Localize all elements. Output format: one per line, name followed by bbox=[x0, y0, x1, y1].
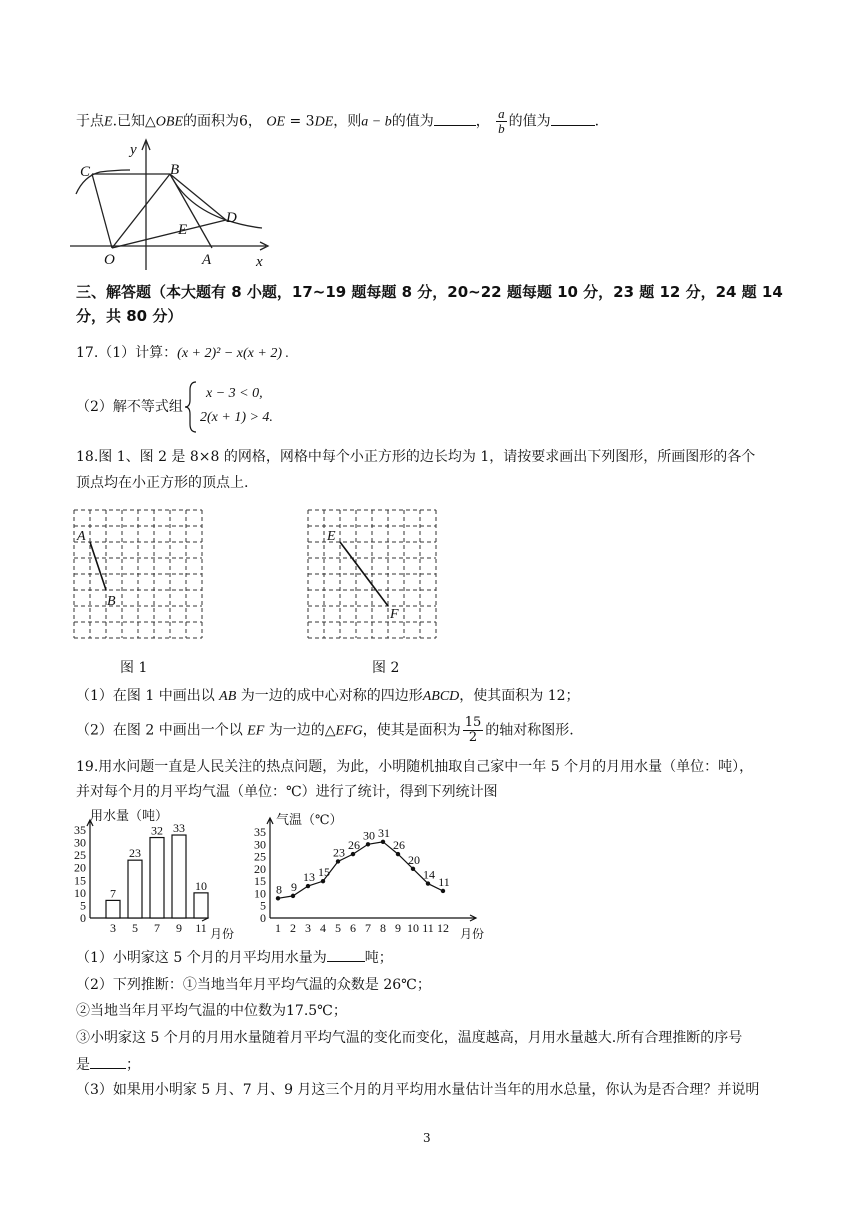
text: 的值为 bbox=[508, 113, 551, 130]
grid-figure-2[interactable] bbox=[306, 508, 440, 642]
bar-x-tick-label: 9 bbox=[176, 921, 182, 935]
answer-blank[interactable] bbox=[327, 947, 365, 962]
q18-sub1: （1）在图 1 中画出以 AB 为一边的成中心对称的四边形ABCD，使其面积为 12； bbox=[76, 688, 580, 704]
data-point bbox=[366, 842, 370, 846]
q18-line2: 顶点均在小正方形的顶点上. bbox=[76, 475, 249, 491]
data-point bbox=[336, 859, 340, 863]
bar-y-tick-label: 25 bbox=[74, 848, 86, 863]
data-point bbox=[441, 889, 445, 893]
label-b: B bbox=[107, 594, 116, 609]
fraction-a-over-b: $\frac{a}{b}$ bbox=[498, 106, 505, 136]
label-x: x bbox=[256, 254, 263, 270]
figure-1-caption: 图 1 bbox=[120, 660, 148, 676]
line-x-tick-label: 2 bbox=[290, 921, 296, 935]
segment-ab bbox=[90, 542, 106, 590]
bar-data-label: 33 bbox=[173, 821, 185, 836]
var-ef: EF bbox=[247, 723, 265, 739]
label-e: E bbox=[327, 529, 336, 544]
inequality-2: 2(x + 1) > 4. bbox=[200, 410, 273, 425]
temperature-line-chart bbox=[248, 804, 493, 944]
q18-sub2: （2）在图 2 中画出一个以 EF 为一边的△EFG，使其是面积为 $\frac{15}{2}$ 的轴对称图形. bbox=[76, 715, 574, 745]
data-point bbox=[351, 852, 355, 856]
line-chart-xlabel: 月份 bbox=[460, 927, 485, 941]
data-point bbox=[426, 881, 430, 885]
grid-figure-1[interactable] bbox=[72, 508, 206, 642]
point-data-label: 20 bbox=[408, 852, 420, 867]
answer-blank[interactable] bbox=[551, 111, 595, 126]
data-point bbox=[321, 879, 325, 883]
line-x-tick-label: 6 bbox=[350, 921, 356, 935]
line-y-tick-label: 5 bbox=[260, 898, 266, 913]
point-data-label: 26 bbox=[393, 838, 405, 853]
data-point bbox=[411, 867, 415, 871]
point-data-label: 11 bbox=[438, 874, 450, 889]
label-e: E bbox=[178, 222, 188, 238]
line-x-tick-label: 3 bbox=[305, 921, 311, 935]
bar-chart-ylabel: 用水量（吨） bbox=[90, 808, 169, 823]
bar-y-tick-label: 35 bbox=[74, 823, 86, 837]
line-x-tick-label: 5 bbox=[335, 921, 341, 935]
var-oe: OE bbox=[266, 114, 286, 130]
line-y-tick-label: 25 bbox=[254, 849, 266, 864]
bar-y-tick-label: 30 bbox=[74, 835, 86, 850]
bar bbox=[128, 860, 142, 918]
var-obe: OBE bbox=[155, 114, 183, 130]
point-data-label: 15 bbox=[318, 865, 330, 880]
line-y-tick-label: 20 bbox=[254, 861, 266, 876]
q19-sub1: （1）小明家这 5 个月的月平均用水量为 吨； bbox=[76, 947, 393, 968]
point-data-label: 23 bbox=[333, 845, 345, 860]
point-data-label: 30 bbox=[363, 828, 375, 843]
var-efg: EFG bbox=[335, 723, 363, 739]
q19-sub3: （3）如果用小明家 5 月、7 月、9 月这三个月的月平均用水量估计当年的用水总量，你认为是否合理？并说明 bbox=[76, 1082, 760, 1098]
line-x-tick-label: 7 bbox=[365, 921, 371, 935]
bar-chart-xlabel: 月份 bbox=[210, 927, 235, 941]
var-abcd: ABCD bbox=[422, 689, 460, 704]
curve-right bbox=[170, 174, 262, 228]
water-usage-bar-chart bbox=[60, 804, 240, 944]
bar-data-label: 32 bbox=[151, 823, 163, 838]
bar-data-label: 7 bbox=[110, 886, 116, 901]
var-ab: AB bbox=[219, 689, 237, 704]
line-y-tick-label: 15 bbox=[254, 874, 266, 889]
bar-y-tick-label: 10 bbox=[74, 885, 86, 900]
data-point bbox=[381, 840, 385, 844]
text: ， bbox=[475, 113, 490, 130]
q19-sub2-d: 是 ； bbox=[76, 1054, 140, 1075]
text: .已知△ bbox=[112, 113, 156, 130]
figure-2-caption: 图 2 bbox=[372, 660, 400, 676]
line-x-tick-label: 1 bbox=[275, 921, 281, 935]
point-data-label: 9 bbox=[291, 879, 297, 894]
bar-x-tick-label: 5 bbox=[132, 921, 138, 935]
label-o: O bbox=[104, 252, 115, 268]
line-x-tick-label: 10 bbox=[407, 921, 419, 935]
text: . bbox=[594, 113, 600, 130]
line-y-tick-label: 10 bbox=[254, 886, 266, 901]
bar-data-label: 23 bbox=[129, 846, 141, 861]
text: 于点 bbox=[76, 113, 104, 130]
label-d: D bbox=[226, 210, 237, 226]
bar bbox=[106, 900, 120, 918]
fraction-15-over-2: $\frac{15}{2}$ bbox=[464, 715, 482, 745]
bar bbox=[172, 835, 186, 918]
var-de: DE bbox=[314, 114, 334, 130]
label-c: C bbox=[80, 164, 91, 180]
q17-part2-prefix: （2）解不等式组 bbox=[76, 399, 183, 415]
text: ，则 bbox=[333, 113, 362, 130]
answer-blank[interactable] bbox=[434, 111, 476, 126]
var-e: E bbox=[104, 114, 113, 130]
bar bbox=[194, 893, 208, 918]
data-point bbox=[306, 884, 310, 888]
q19-line1: 19.用水问题一直是人民关注的热点问题，为此，小明随机抽取自己家中一年 5 个月的月用水量（单位：吨）， bbox=[76, 759, 754, 775]
line-x-tick-label: 9 bbox=[395, 921, 401, 935]
line-y-tick-label: 35 bbox=[254, 825, 266, 839]
label-a: A bbox=[202, 252, 212, 268]
label-y: y bbox=[130, 142, 137, 158]
bar-y-tick-label: 15 bbox=[74, 873, 86, 888]
text: 的面积为6， bbox=[183, 113, 262, 130]
bar-y-tick-label: 0 bbox=[80, 911, 86, 925]
expr-a-minus-b: a − b bbox=[361, 114, 392, 130]
section-3-heading-line1: 三、解答题（本大题有 8 小题，17~19 题每题 8 分，20~22 题每题 10 分，23 题 12 分，24 题 14 bbox=[76, 283, 783, 301]
point-data-label: 13 bbox=[303, 870, 315, 885]
data-point bbox=[396, 852, 400, 856]
data-point bbox=[276, 896, 280, 900]
expression: (x + 2)² − x(x + 2) . bbox=[177, 346, 290, 361]
q19-sub2-b: ②当地当年月平均气温的中位数为17.5℃； bbox=[76, 1003, 347, 1019]
segment-bd bbox=[170, 174, 226, 220]
bar-data-label: 10 bbox=[195, 878, 207, 893]
q16-text-line bbox=[76, 107, 599, 136]
point-data-label: 8 bbox=[276, 882, 282, 897]
text: 的值为 bbox=[391, 113, 434, 130]
line-chart-ylabel: 气温（℃） bbox=[276, 812, 343, 827]
data-point bbox=[291, 894, 295, 898]
label-b: B bbox=[170, 162, 180, 178]
point-data-label: 31 bbox=[378, 825, 390, 840]
q17-part1 bbox=[76, 343, 289, 364]
line-y-tick-label: 30 bbox=[254, 837, 266, 852]
bar-y-tick-label: 5 bbox=[80, 898, 86, 913]
q19-sub2-c: ③小明家这 5 个月的月用水量随着月平均气温的变化而变化，温度越高，月用水量越大.所有合理推断的序号 bbox=[76, 1030, 743, 1046]
line-x-tick-label: 11 bbox=[422, 921, 434, 935]
text: = 3 bbox=[289, 113, 315, 130]
point-data-label: 14 bbox=[423, 867, 435, 882]
bar-x-tick-label: 11 bbox=[195, 921, 207, 935]
segment-ob bbox=[112, 174, 170, 248]
line-y-tick-label: 0 bbox=[260, 911, 266, 925]
q18-line1: 18.图 1、图 2 是 8×8 的网格，网格中每个小正方形的边长均为 1，请按要求画出下列图形，所画图形的各个 bbox=[76, 449, 756, 465]
section-3-heading-line2: 分，共 80 分） bbox=[76, 307, 183, 325]
line-x-tick-label: 12 bbox=[437, 921, 449, 935]
bar-x-tick-label: 3 bbox=[110, 921, 116, 935]
page-number: 3 bbox=[423, 1131, 431, 1145]
inequality-1: x − 3 < 0, bbox=[206, 386, 263, 401]
text: 17.（1）计算： bbox=[76, 345, 178, 361]
bar bbox=[150, 838, 164, 918]
point-data-label: 26 bbox=[348, 838, 360, 853]
line-x-tick-label: 8 bbox=[380, 921, 386, 935]
answer-blank[interactable] bbox=[90, 1054, 126, 1069]
q19-line2: 并对每个月的月平均气温（单位：℃）进行了统计，得到下列统计图 bbox=[76, 784, 498, 800]
label-a: A bbox=[77, 529, 86, 544]
bar-y-tick-label: 20 bbox=[74, 860, 86, 875]
label-f: F bbox=[390, 607, 399, 622]
segment-oc bbox=[92, 174, 112, 248]
q16-coordinate-figure bbox=[66, 136, 276, 272]
line-x-tick-label: 4 bbox=[320, 921, 326, 935]
brace-icon bbox=[184, 380, 198, 434]
q19-sub2: （2）下列推断：①当地当年月平均气温的众数是 26℃； bbox=[76, 977, 431, 993]
bar-x-tick-label: 7 bbox=[154, 921, 160, 935]
